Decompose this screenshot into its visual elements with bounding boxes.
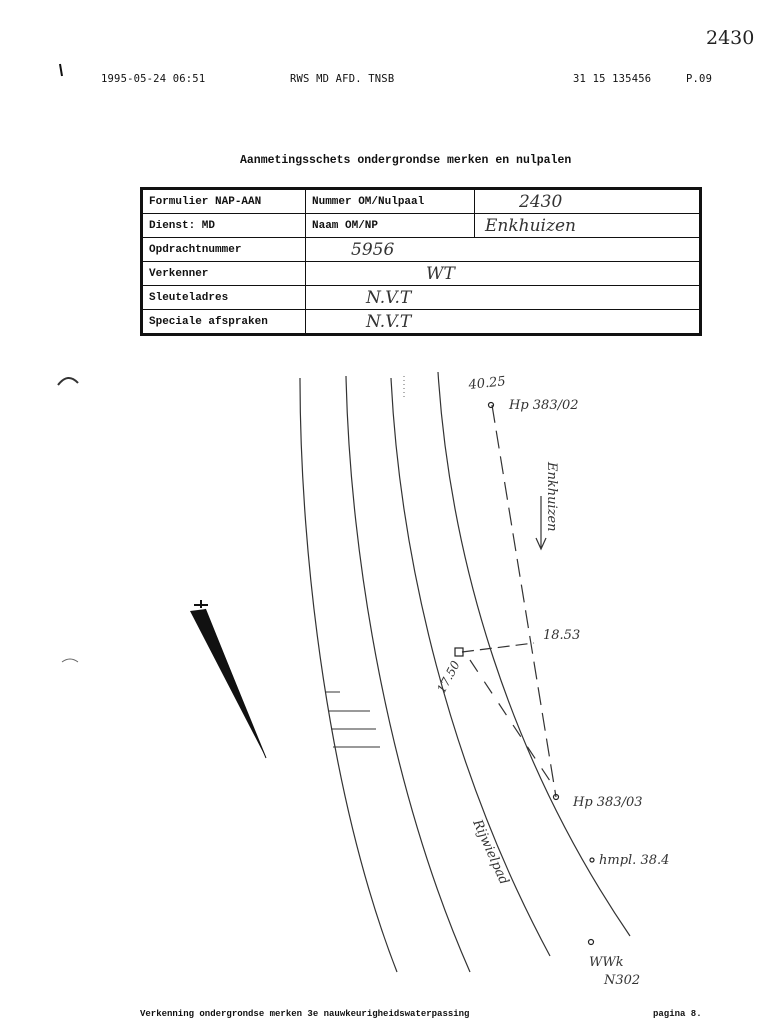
road-line xyxy=(438,372,630,936)
form-label: Nummer OM/Nulpaal xyxy=(306,189,475,214)
form-label: Dienst: MD xyxy=(142,214,306,238)
form-value-scout: WT xyxy=(306,262,701,286)
footer-page-number: pagina 8. xyxy=(653,1009,702,1019)
label-direction: Enkhuizen xyxy=(544,462,559,532)
fax-phone: 31 15 135456 xyxy=(573,73,652,85)
label-wwk: WWk xyxy=(589,955,624,970)
road-line xyxy=(391,378,550,956)
form-value-om-name: Enkhuizen xyxy=(475,214,701,238)
offset-dash-line xyxy=(462,643,534,652)
form-value-special-arrangements: N.V.T xyxy=(306,310,701,335)
form-value-key-address: N.V.T xyxy=(306,286,701,310)
label-distance-top: 40.25 xyxy=(467,374,507,393)
label-distance-left: 17.50 xyxy=(434,658,463,696)
diagonal-dash-line xyxy=(470,660,556,790)
page-title: Aanmetingsschets ondergrondse merken en nulpalen xyxy=(240,154,572,167)
road-line xyxy=(300,378,397,972)
form-label: Verkenner xyxy=(142,262,306,286)
scan-mark xyxy=(60,64,62,76)
point-wwk xyxy=(589,940,594,945)
label-distance-mid: 18.53 xyxy=(543,628,581,643)
label-road: N302 xyxy=(604,973,641,988)
form-label: Sleuteladres xyxy=(142,286,306,310)
label-hmpl: hmpl. 38.4 xyxy=(599,853,670,868)
marker-square xyxy=(455,648,463,656)
form-label: Speciale afspraken xyxy=(142,310,306,335)
north-arrow-icon xyxy=(190,600,266,758)
scan-mark xyxy=(62,659,78,662)
form-label: Naam OM/NP xyxy=(306,214,475,238)
fax-page: P.09 xyxy=(686,73,713,85)
form-label: Formulier NAP-AAN xyxy=(142,189,306,214)
footer-text: Verkenning ondergrondse merken 3e nauwkeurigheidswaterpassing xyxy=(140,1009,470,1019)
handwritten-document-number: 2430 xyxy=(706,27,755,49)
label-hp-bottom: Hp 383/03 xyxy=(573,795,643,810)
fax-sender: RWS MD AFD. TNSB xyxy=(290,73,395,85)
point-hmpl xyxy=(590,858,594,862)
form-value-om-number: 2430 xyxy=(475,189,701,214)
form-label: Opdrachtnummer xyxy=(142,238,306,262)
fax-datetime: 1995-05-24 06:51 xyxy=(101,73,206,85)
label-path: Rijwielpad xyxy=(469,817,512,888)
point-hp-top xyxy=(489,403,494,408)
label-hp-top: Hp 383/02 xyxy=(509,398,579,413)
form-value-order-number: 5956 xyxy=(306,238,701,262)
scan-mark xyxy=(58,378,78,385)
